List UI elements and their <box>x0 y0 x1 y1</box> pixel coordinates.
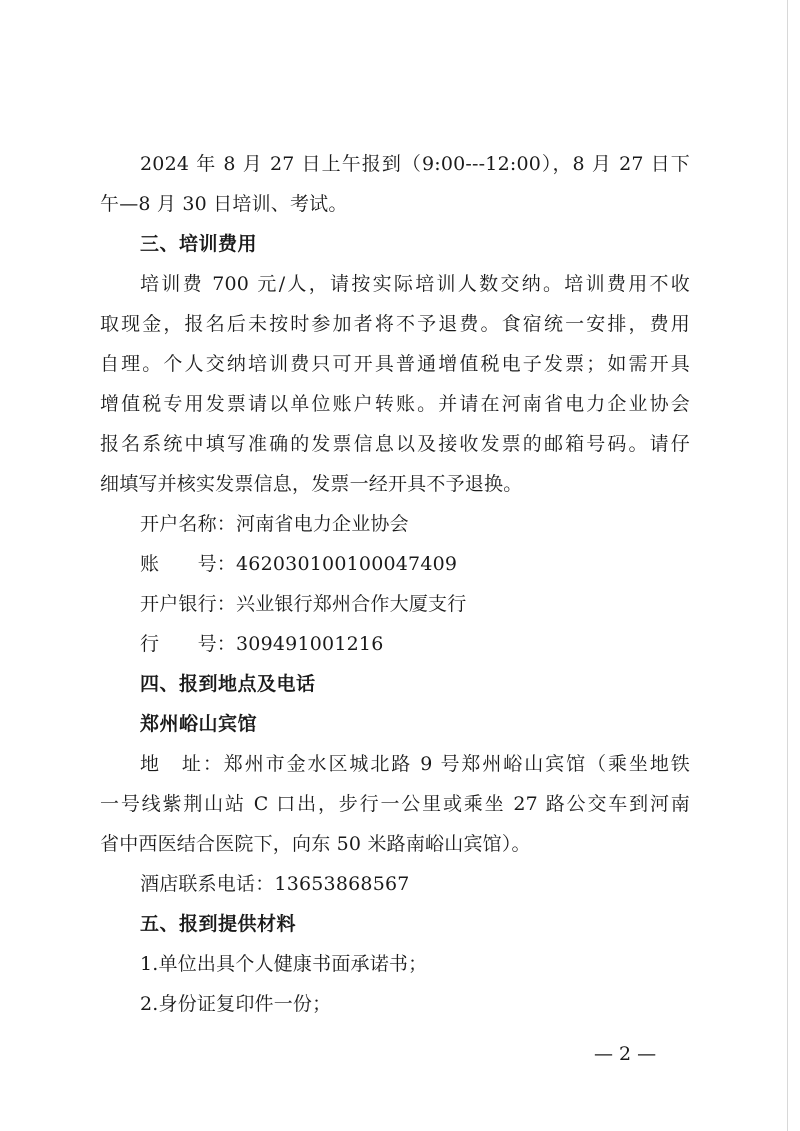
fees-paragraph-line: 细填写并核实发票信息，发票一经开具不予退换。 <box>100 473 523 495</box>
bank-code-value: 309491001216 <box>236 633 384 655</box>
account-name-label: 开户名称： <box>140 513 237 535</box>
page-number: — 2 — <box>594 1043 657 1065</box>
fees-paragraph-line: 培训费 700 元/人，请按实际培训人数交纳。培训费用不收 <box>140 273 690 295</box>
registration-line-1: 2024 年 8 月 27 日上午报到（9:00---12:00），8 月 27 日下 <box>140 153 690 175</box>
address-line-3: 省中西医结合医院下，向东 50 米路南峪山宾馆）。 <box>100 833 531 855</box>
fees-paragraph-line: 报名系统中填写准确的发票信息以及接收发票的邮箱号码。请仔 <box>100 433 690 455</box>
account-name-value: 河南省电力企业协会 <box>236 513 409 535</box>
registration-line-2: 午—8 月 30 日培训、考试。 <box>100 193 348 215</box>
bank-row <box>140 590 466 618</box>
bank-code-row <box>140 630 383 658</box>
fees-paragraph-line: 自理。个人交纳培训费只可开具普通增值税电子发票；如需开具 <box>100 353 690 375</box>
scan-edge-line <box>787 0 788 1131</box>
materials-item: 2.身份证复印件一份； <box>140 993 332 1015</box>
bank-value: 兴业银行郑州合作大厦支行 <box>236 593 467 615</box>
hotel-phone-row <box>140 870 410 898</box>
fees-paragraph-line: 增值税专用发票请以单位账户转账。并请在河南省电力企业协会 <box>100 393 690 415</box>
location-heading: 四、报到地点及电话 <box>140 673 316 695</box>
address-line-2: 一号线紫荆山站 C 口出，步行一公里或乘坐 27 路公交车到河南 <box>100 793 690 815</box>
bank-code-label: 行 号： <box>140 633 237 655</box>
fees-paragraph-line: 取现金，报名后未按时参加者将不予退费。食宿统一安排，费用 <box>100 313 690 335</box>
hotel-phone-value: 13653868567 <box>274 873 410 895</box>
account-number-label: 账 号： <box>140 553 237 575</box>
account-name-row <box>140 510 409 538</box>
fees-heading: 三、培训费用 <box>140 233 258 255</box>
hotel-phone-label: 酒店联系电话： <box>140 873 275 895</box>
account-number-row <box>140 550 457 578</box>
address-line-1: 地 址：郑州市金水区城北路 9 号郑州峪山宾馆（乘坐地铁 <box>140 753 690 775</box>
materials-heading: 五、报到提供材料 <box>140 913 297 935</box>
account-number-value: 462030100100047409 <box>236 553 458 575</box>
hotel-name: 郑州峪山宾馆 <box>140 713 258 735</box>
bank-label: 开户银行： <box>140 593 237 615</box>
materials-item: 1.单位出具个人健康书面承诺书； <box>140 953 428 975</box>
